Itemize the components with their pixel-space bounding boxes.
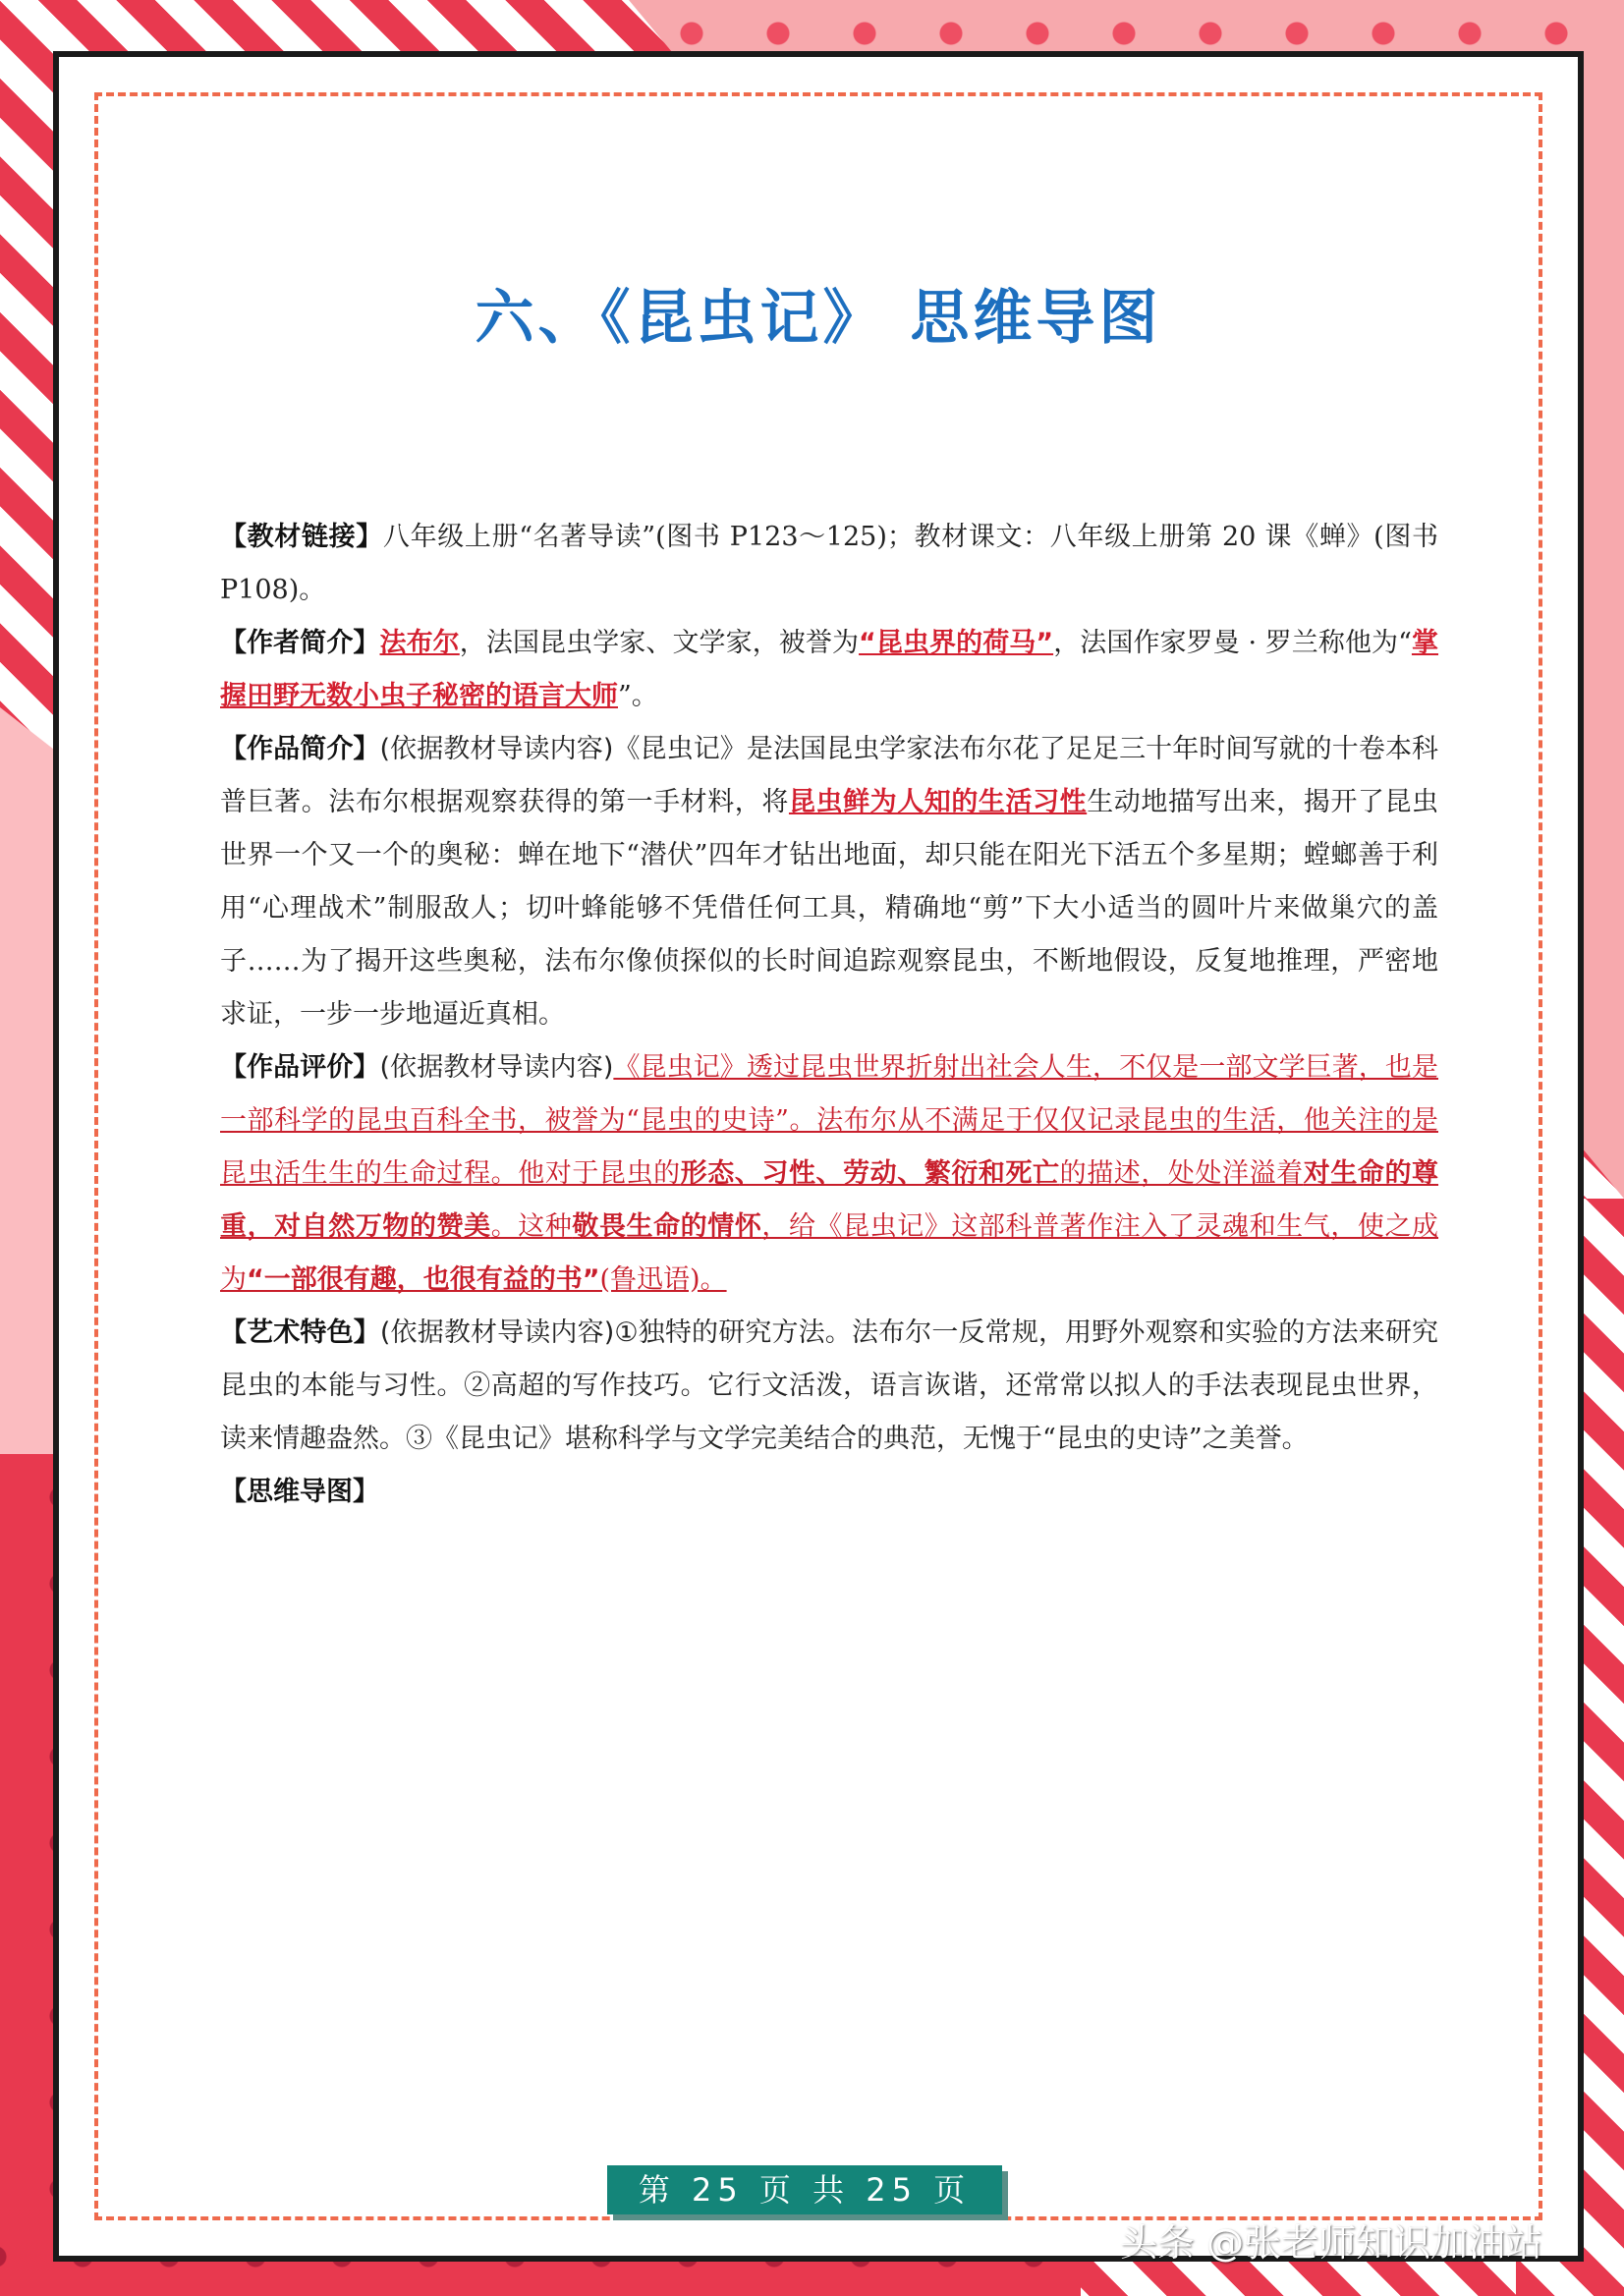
art-paragraph (220, 1307, 1438, 1466)
textbook-link-paragraph (220, 511, 1438, 617)
evaluation-text (220, 1052, 1438, 1295)
keyword: 足足三十年 (1065, 734, 1200, 764)
author-paragraph (220, 617, 1438, 723)
paragraph-text: 能够不凭借任何工具，精确地“剪”下大小适当的圆叶片来做巢穴的盖子……为了揭开这些奥秘，法布尔像侦探似的 (220, 893, 1439, 977)
section-label: 【作品简介】 (220, 734, 380, 764)
evaluation-keyword: 形态、习性、劳动、繁衍和死亡 (680, 1158, 1060, 1189)
document-body (220, 511, 1438, 1519)
section-label: 【作品评价】 (220, 1052, 380, 1083)
paragraph-text: 《昆虫记》是法国昆虫学家法布尔花了 (613, 734, 1066, 764)
section-label: 【教材链接】 (220, 522, 383, 552)
page-title: 六、《昆虫记》 思维导图 (475, 284, 1162, 353)
paragraph-text: 时间写就的 (1199, 734, 1332, 764)
section-label: 【艺术特色】 (220, 1317, 380, 1348)
paragraph-text: 。法布尔一反常规，用野外观察和实验的方法来研究昆虫的本能与习性。② (220, 1317, 1439, 1401)
keyword: 长时间追踪观察 (761, 946, 952, 977)
evaluation-text-part: 《昆虫记》透过昆虫世界折射出社会人生，不仅是一部文学巨著，也是一部科学的昆虫百科全书，被誉为“昆虫的史诗”。法布尔从不满足于仅仅记录昆虫的生活，他关注的是昆虫活生生的生命过程。他对于昆虫的 (220, 1052, 1439, 1189)
keyword: 十卷本科普巨著 (220, 734, 1439, 817)
keyword: 独特的研究方法 (638, 1317, 825, 1348)
author-title-highlight: “昆虫界的荷马” (859, 628, 1054, 658)
paragraph-text: ，还常常以拟人的手法表现昆虫世界，读来情趣盎然。③《昆虫记》 (220, 1371, 1439, 1454)
paragraph-text: 昆虫，不断地假设，反复地推理，严密地求证，一步一步地逼近真相。 (220, 946, 1439, 1030)
paragraph-text: ，无愧于“ (936, 1424, 1056, 1454)
author-title-highlight: 掌握田野无数小虫子秘密的语言大师 (220, 628, 1439, 711)
evaluation-text-part: 。这种 (490, 1211, 573, 1242)
keyword: 切叶蜂 (525, 893, 609, 924)
paragraph-text: 在地下“潜伏”四年才钻出地面，却只能在阳光下活五个多星期； (544, 840, 1304, 870)
evaluation-keyword: “一部很有趣，也很有益的书” (247, 1264, 600, 1295)
keyword: 它行文活泼，语言诙谐 (707, 1371, 979, 1401)
section-label: 【作者简介】 (220, 628, 380, 658)
keyword: 蝉 (517, 840, 545, 870)
source-note: (依据教材导读内容) (379, 1052, 614, 1083)
paragraph-text: ”之美誉。 (1188, 1424, 1309, 1454)
evaluation-text-part: ，给《昆虫记》这部科普著作注入了灵魂和生气，使之成为 (220, 1211, 1439, 1295)
page-card (53, 51, 1584, 2262)
page-number-badge: 第 25 页 共 25 页 (607, 2165, 1002, 2214)
paragraph-text: ”。 (618, 681, 658, 711)
paragraph-text: 八年级上册“名著导读”(图书 P123～125)；教材课文：八年级上册第 20 课《蝉》(图书 P108)。 (220, 522, 1438, 605)
evaluation-text-part: 的描述，处处洋溢着 (1059, 1158, 1304, 1189)
paragraph-text: 生动地描写出来，揭开了昆虫世界一个又一个的奥秘： (220, 787, 1439, 870)
paragraph-text: ，法国作家罗曼 · 罗兰称他为“ (1053, 628, 1412, 658)
section-label: 【思维导图】 (220, 1477, 379, 1507)
keyword: 螳螂 (1303, 840, 1358, 870)
highlight-phrase: 昆虫鲜为人知的生活习性 (788, 787, 1088, 817)
evaluation-keyword: 对生命的尊重，对自然万物的赞美 (220, 1158, 1439, 1242)
source-note: (依据教材导读内容) (379, 734, 614, 764)
evaluation-keyword: 敬畏生命的情怀 (572, 1211, 762, 1242)
watermark: 头条 @张老师知识加油站 (1120, 2221, 1543, 2265)
paragraph-text: 。法布尔根据观察获得的第一手材料，将 (301, 787, 789, 817)
keyword: 高超的写作技巧 (490, 1371, 681, 1401)
source-note: (依据教材导读内容) (379, 1317, 615, 1348)
keyword: 堪称科学与文学完美结合的典范 (565, 1424, 936, 1454)
keyword: 昆虫的史诗 (1055, 1424, 1189, 1454)
author-name: 法布尔 (379, 628, 460, 658)
evaluation-text-part: (鲁迅语)。 (599, 1264, 727, 1295)
paragraph-text: ，法国昆虫学家、文学家，被誉为 (459, 628, 860, 658)
mindmap-paragraph (220, 1466, 1438, 1519)
paragraph-text: ① (614, 1317, 639, 1348)
paragraph-text: 。 (680, 1371, 708, 1401)
evaluation-paragraph (220, 1041, 1438, 1307)
paragraph-text: 善于利用“心理战术”制服敌人； (220, 840, 1439, 924)
work-intro-paragraph (220, 723, 1438, 1041)
